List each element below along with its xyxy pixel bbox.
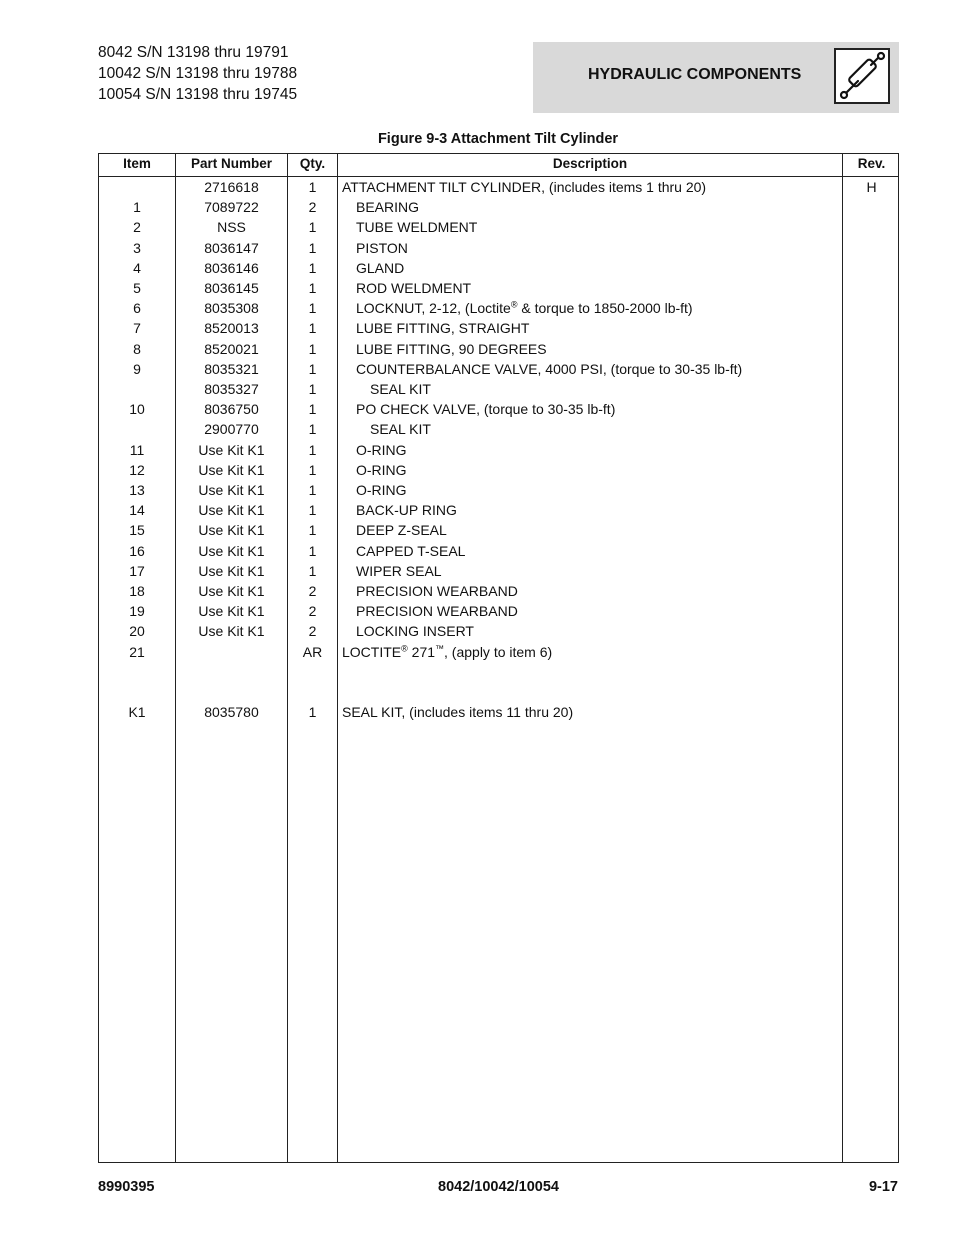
cell-item: 13 <box>129 482 145 498</box>
cell-description <box>356 442 407 458</box>
cell-qty: 1 <box>308 421 317 438</box>
table-row <box>99 662 898 682</box>
description-text: SEAL KIT, (includes items 11 thru 20) <box>342 704 574 721</box>
cell-qty: 2 <box>308 583 317 599</box>
hydraulic-cylinder-icon <box>834 48 890 104</box>
cell-item: 16 <box>129 542 145 559</box>
cell-part-number: 8520013 <box>204 320 259 337</box>
table-row <box>99 682 898 702</box>
footer-doc-number: 8990395 <box>98 1179 155 1195</box>
section-title: HYDRAULIC COMPONENTS <box>588 66 802 83</box>
cell-description <box>356 361 742 377</box>
cell-part-number: 8035327 <box>204 381 259 397</box>
description-text: TUBE WELDMENT <box>356 219 478 236</box>
cell-item: 4 <box>133 259 141 276</box>
cell-item: 12 <box>129 461 145 478</box>
description-text: PISTON <box>356 239 408 256</box>
cell-qty: 1 <box>308 219 317 236</box>
description-text: 271 <box>407 643 436 660</box>
cell-qty: 1 <box>308 482 317 498</box>
cell-part-number: 8036750 <box>204 401 259 418</box>
cell-item: 11 <box>129 441 145 458</box>
cell-qty: 1 <box>308 562 317 579</box>
cell-part-number: Use Kit K1 <box>198 583 265 599</box>
description-text: O-RING <box>356 461 407 478</box>
serial-line: 10042 S/N 13198 thru 19788 <box>98 65 298 82</box>
cell-part-number: 8035780 <box>204 704 259 721</box>
table-row <box>99 601 898 621</box>
cell-description <box>356 502 457 518</box>
table-row <box>99 298 898 318</box>
table-row <box>99 500 898 520</box>
cell-part-number: Use Kit K1 <box>198 482 265 498</box>
cell-qty: 1 <box>308 542 317 559</box>
description-text: LOCKNUT, 2-12, (Loctite <box>356 300 511 317</box>
cell-part-number: 8036146 <box>204 259 259 276</box>
cell-item: 9 <box>133 360 141 377</box>
description-text: PRECISION WEARBAND <box>356 603 518 620</box>
table-row <box>99 278 898 298</box>
trademark-mark: ® <box>510 299 518 310</box>
cell-item: 20 <box>129 623 145 640</box>
cell-part-number: 2716618 <box>204 179 259 195</box>
description-text: BEARING <box>356 199 420 216</box>
serial-number-block <box>98 42 297 105</box>
header-qty: Qty. <box>299 156 326 171</box>
cell-description <box>356 623 474 639</box>
table-row <box>99 541 898 561</box>
table-row <box>99 642 898 662</box>
cell-item: 7 <box>133 320 141 337</box>
cell-qty: 1 <box>308 340 317 357</box>
cell-qty: 2 <box>308 199 317 216</box>
cell-qty: 1 <box>308 239 317 256</box>
serial-line: 8042 S/N 13198 thru 19791 <box>98 44 289 61</box>
description-text: DEEP Z-SEAL <box>356 522 447 539</box>
figure-title: Figure 9-3 Attachment Tilt Cylinder <box>377 131 619 147</box>
cell-qty: 1 <box>308 441 317 458</box>
cell-part-number: Use Kit K1 <box>198 522 265 539</box>
description-text: CAPPED T-SEAL <box>356 542 466 559</box>
trademark-mark: ™ <box>435 642 445 653</box>
cell-part-number: Use Kit K1 <box>198 603 265 620</box>
description-text: GLAND <box>356 259 405 276</box>
cell-description <box>356 300 693 316</box>
header-part-number: Part Number <box>190 156 273 171</box>
cell-qty: 1 <box>308 320 317 337</box>
cell-qty: 1 <box>308 381 317 397</box>
cell-qty: 1 <box>308 259 317 276</box>
table-row <box>99 561 898 581</box>
header-description: Description <box>552 156 628 171</box>
cell-description <box>356 341 547 357</box>
table-row <box>99 480 898 500</box>
section-header <box>533 42 899 113</box>
cell-item: 19 <box>129 603 145 620</box>
cell-item: 18 <box>129 583 145 599</box>
table-row <box>99 460 898 480</box>
description-text: O-RING <box>356 482 407 498</box>
serial-line: 10054 S/N 13198 thru 19745 <box>98 86 298 103</box>
cell-item: 21 <box>129 643 145 660</box>
cell-qty: 1 <box>308 461 317 478</box>
cell-part-number: Use Kit K1 <box>198 461 265 478</box>
cell-description <box>342 704 573 720</box>
cell-qty: AR <box>302 643 323 660</box>
cell-part-number: NSS <box>217 219 246 236</box>
description-text: SEAL KIT <box>370 381 431 397</box>
footer-page-number: 9-17 <box>868 1179 898 1195</box>
cell-description <box>370 381 431 397</box>
cell-item: 17 <box>129 562 145 579</box>
description-text: O-RING <box>356 441 407 458</box>
description-text: ROD WELDMENT <box>356 280 472 296</box>
cell-qty: 2 <box>308 623 317 640</box>
cell-description <box>356 280 471 296</box>
description-text: PRECISION WEARBAND <box>356 583 518 599</box>
table-row <box>99 581 898 601</box>
cell-part-number: 8035321 <box>204 360 259 377</box>
table-row <box>99 399 898 419</box>
table-row <box>99 702 898 722</box>
table-row <box>99 238 898 258</box>
table-row <box>99 217 898 237</box>
table-row <box>99 318 898 338</box>
description-text: BACK-UP RING <box>356 502 457 519</box>
cell-part-number: 8520021 <box>204 340 259 357</box>
cell-qty: 1 <box>308 502 317 519</box>
cell-description <box>356 603 518 619</box>
cell-part-number: Use Kit K1 <box>198 542 265 559</box>
cell-item: 5 <box>133 280 141 296</box>
cell-part-number: 8036145 <box>204 280 259 296</box>
cell-item: 3 <box>133 239 141 256</box>
cell-item: 10 <box>129 401 145 418</box>
cell-item: 6 <box>133 300 141 317</box>
table-row <box>99 339 898 359</box>
description-text: LUBE FITTING, STRAIGHT <box>356 320 530 337</box>
cell-part-number: 2900770 <box>204 421 259 438</box>
table-row <box>99 177 898 197</box>
cell-item: 15 <box>129 522 145 539</box>
description-text: WIPER SEAL <box>356 562 442 579</box>
cell-description <box>356 563 442 579</box>
cell-rev: H <box>866 179 877 195</box>
cell-part-number: Use Kit K1 <box>198 562 265 579</box>
cell-item: 14 <box>129 502 145 519</box>
description-text: LOCTITE <box>342 643 402 660</box>
table-header <box>99 154 898 177</box>
cell-item: K1 <box>128 704 146 721</box>
cell-qty: 1 <box>308 522 317 539</box>
cell-part-number: Use Kit K1 <box>198 623 265 640</box>
description-text: LOCKING INSERT <box>356 623 474 640</box>
cell-part-number: 8035308 <box>204 300 259 317</box>
description-text: LUBE FITTING, 90 DEGREES <box>356 340 547 357</box>
cell-qty: 1 <box>308 300 317 317</box>
table-row <box>99 379 898 399</box>
table-row <box>99 419 898 439</box>
table-row <box>99 258 898 278</box>
table-row <box>99 520 898 540</box>
trademark-mark: ® <box>401 642 408 653</box>
cell-qty: 1 <box>308 704 317 721</box>
cell-description <box>356 462 407 478</box>
cell-qty: 1 <box>308 280 317 296</box>
cell-item: 8 <box>133 340 141 357</box>
cell-part-number: 8036147 <box>204 239 259 256</box>
description-text: ATTACHMENT TILT CYLINDER, (includes items 1 thru 20) <box>342 179 707 195</box>
table-row <box>99 197 898 217</box>
cell-description <box>356 260 404 276</box>
cell-item: 2 <box>133 219 141 236</box>
cell-description <box>370 421 431 437</box>
cell-description <box>342 644 552 660</box>
cell-part-number: Use Kit K1 <box>198 441 265 458</box>
table-row <box>99 359 898 379</box>
table-row <box>99 621 898 641</box>
header-rev: Rev. <box>857 156 886 171</box>
cell-description <box>356 199 419 215</box>
cell-description <box>356 219 477 235</box>
table-row <box>99 440 898 460</box>
cell-qty: 1 <box>308 401 317 418</box>
cell-description <box>356 240 408 256</box>
cell-description <box>356 522 447 538</box>
cell-description <box>342 179 706 195</box>
cell-part-number: Use Kit K1 <box>198 502 265 519</box>
cell-qty: 2 <box>308 603 317 620</box>
footer-models: 8042/10042/10054 <box>438 1179 559 1195</box>
parts-table <box>98 153 899 1163</box>
header-item: Item <box>123 156 151 171</box>
cell-description <box>356 543 465 559</box>
cell-qty: 1 <box>308 179 317 195</box>
cell-part-number: 7089722 <box>204 199 259 216</box>
description-text: COUNTERBALANCE VALVE, 4000 PSI, (torque to 30-35 lb-ft) <box>356 360 743 377</box>
cell-description <box>356 482 407 498</box>
cell-qty: 1 <box>308 360 317 377</box>
cell-item: 1 <box>133 199 141 216</box>
description-text: , (apply to item 6) <box>444 643 553 660</box>
cell-description <box>356 320 529 336</box>
description-text: & torque to 1850-2000 lb-ft) <box>517 300 693 317</box>
cell-description <box>356 583 518 599</box>
cell-description <box>356 401 615 417</box>
description-text: PO CHECK VALVE, (torque to 30-35 lb-ft) <box>356 401 616 418</box>
description-text: SEAL KIT <box>370 421 431 438</box>
